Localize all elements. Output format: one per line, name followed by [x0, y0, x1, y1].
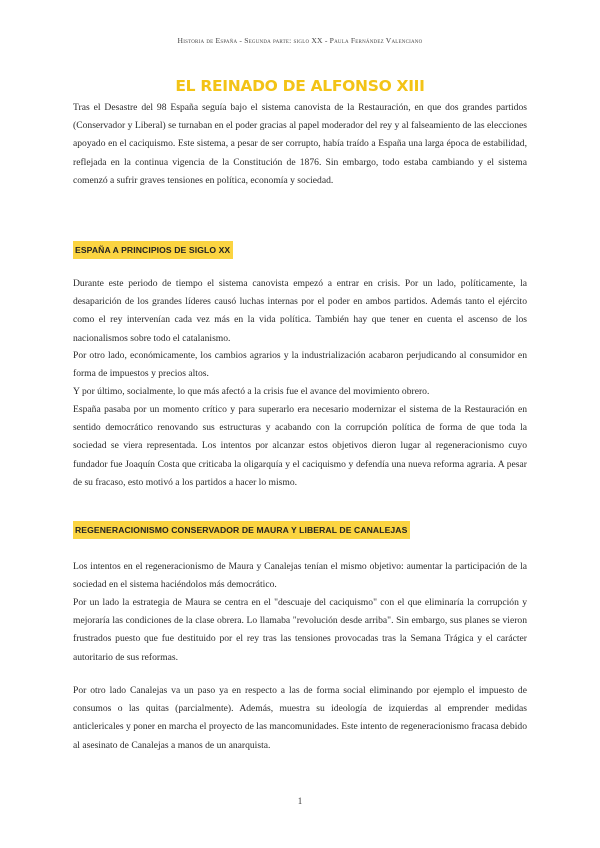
section1-paragraph-4: España pasaba por un momento crítico y para superarlo era necesario modernizar el sistema de la Restauración en sentido democrático renovando sus estructuras y acabando con la corrupción política de forma de que toda la sociedad se viera representada. Los intentos por alcanzar estos objetivos dieron lugar al regeneracionismo cuyo fundador fue Joaquín Costa que criticaba la oligarquía y el caciquismo y defendía una nueva reforma agraria. A pesar de su fracaso, esto motivó a los partidos a hacer lo mismo. [73, 404, 527, 488]
section2-paragraph-3: Por otro lado Canalejas va un paso ya en respecto a las de forma social eliminando por ejemplo el impuesto de consumos o las quitas (parcialmente). Además, muestra su ideología de izquierdas al emprender medidas anticlericales y poner en marcha el proyecto de las mancomunidades. Este intento de regeneracionismo fracasa debido al asesinato de Canalejas a manos de un anarquista. [73, 685, 527, 751]
running-header: Historia de España - Segunda parte: siglo XX - Paula Fernández Valenciano [177, 36, 423, 45]
section2-paragraph-2: Por un lado la estrategia de Maura se centra en el "descuaje del caciquismo" con el que eliminaría la corrupción y mejoraría las condiciones de la clase obrera. Lo llamaba "revolución desde arriba". Sin embargo, sus planes se vieron frustrados puesto que fue destituido por el rey tras las tensiones provocadas tras la Semana Trágica y el carácter autoritario de sus reformas. [73, 597, 527, 663]
section-heading-regeneracionismo: REGENERACIONISMO CONSERVADOR DE MAURA Y LIBERAL DE CANALEJAS [73, 521, 410, 539]
section1-paragraph-2: Por otro lado, económicamente, los cambios agrarios y la industrialización acabaron perjudicando al consumidor en forma de impuestos y precios altos. [73, 350, 527, 380]
section1-paragraph-3: Y por último, socialmente, lo que más afectó a la crisis fue el avance del movimiento obrero. [73, 386, 430, 397]
page-number: 1 [297, 796, 303, 806]
section-heading-espana: ESPAÑA A PRINCIPIOS DE SIGLO XX [73, 241, 233, 259]
intro-paragraph: Tras el Desastre del 98 España seguía bajo el sistema canovista de la Restauración, en que dos grandes partidos (Conservador y Liberal) se turnaban en el poder gracias al papel moderador del rey y al falseamiento de las elecciones apoyado en el caciquismo. Este sistema, a pesar de ser corrupto, había traído a España una larga época de estabilidad, reflejada en la continua vigencia de la Constitución de 1876. Sin embargo, todo estaba cambiando y el sistema comenzó a sufrir graves tensiones en política, economía y sociedad. [73, 102, 527, 186]
section2-paragraph-1: Los intentos en el regeneracionismo de Maura y Canalejas tenían el mismo objetivo: aumentar la participación de la sociedad en el sistema haciéndolos más democrático. [73, 561, 527, 591]
page-title: EL REINADO DE ALFONSO XIII [175, 77, 425, 95]
section1-paragraph-1: Durante este periodo de tiempo el sistema canovista empezó a entrar en crisis. Por un lado, políticamente, la desaparición de los grandes líderes causó luchas internas por el poder en ambos partidos. Además tanto el ejército como el rey intervenían cada vez más en la vida política. También hay que tener en cuenta el ascenso de los nacionalismos sobre todo el catalanismo. [73, 278, 527, 344]
